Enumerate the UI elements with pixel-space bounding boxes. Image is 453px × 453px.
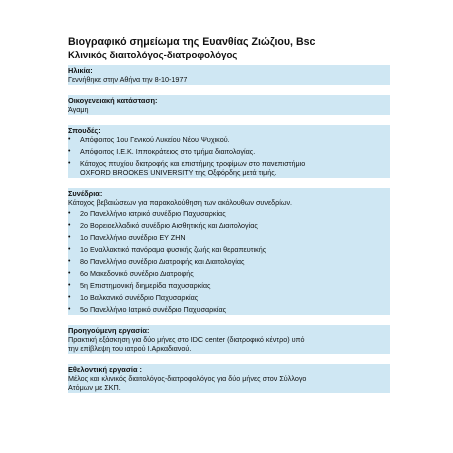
marital-heading: Οικογενειακή κατάσταση: [68,96,158,105]
list-item-continuation [68,168,390,177]
bullet-icon: • [68,270,71,277]
list-item-text: 8ο Πανελλήνιο συνέδριο Διατροφής και Διαιτολογίας [80,257,245,266]
bullet-icon: • [68,258,71,265]
list-item [68,159,390,168]
list-item-text: 1ο Πανελλήνιο συνέδριο ΕΥ ΖΗΝ [80,233,186,242]
list-item-text: 5ο Πανελλήνιο Ιατρικό συνέδριο Παχυσαρκίας [80,305,227,314]
list-item [68,257,390,266]
bullet-icon: • [68,160,71,167]
volunteer-line: Ατόμων με ΣΚΠ. [68,383,121,392]
list-item [68,305,390,314]
volunteer-line: Μέλος και κλινικός διαιτολόγος-διατροφολόγος για δύο μήνες στον Σύλλογο [68,374,307,383]
volunteer-section [68,364,390,393]
prior-work-line: την επίβλεψη του ιατρού Ι.Αρκαδιανού. [68,344,192,353]
list-item-text: 5η Επιστημονική διημερίδα παχυσαρκίας [80,281,211,290]
conferences-intro: Κάτοχος βεβαιώσεων για παρακολούθηση των ακόλουθων συνεδρίων. [68,198,293,207]
studies-section [68,125,390,178]
bullet-icon: • [68,306,71,313]
document-subtitle: Κλινικός διαιτολόγος-διατροφολόγος [68,50,238,61]
list-item [68,147,390,156]
list-item [68,209,390,218]
bullet-icon: • [68,282,71,289]
bullet-icon: • [68,148,71,155]
age-heading: Ηλικία: [68,66,93,75]
list-item [68,221,390,230]
prior-work-heading: Προηγούμενη εργασία: [68,326,150,335]
list-item [68,269,390,278]
list-item [68,281,390,290]
conferences-heading: Συνέδρια: [68,189,103,198]
document-title: Βιογραφικό σημείωμα της Ευανθίας Ζιώζιου, Bsc [68,36,316,48]
studies-list [68,135,390,177]
list-item-text: Απόφοιτος Ι.Ε.Κ. Ιπποκράτειος στο τμήμα διαιτολογίας. [80,147,256,156]
conferences-section [68,188,390,315]
bullet-icon: • [68,136,71,143]
bullet-icon: • [68,294,71,301]
list-item-text: 1ο Βαλκανικό συνέδριο Παχυσαρκίας [80,293,199,302]
volunteer-heading: Εθελοντική εργασία : [68,365,143,374]
prior-work-line: Πρακτική εξάσκηση για δύο μήνες στο IDC center (διατροφικό κέντρο) υπό [68,335,305,344]
list-item-text: 2ο Πανελλήνιο ιατρικό συνέδριο Παχυσαρκίας [80,209,226,218]
bullet-icon: • [68,246,71,253]
bullet-icon: • [68,222,71,229]
age-section [68,65,390,85]
list-item-text: 1ο Εναλλακτικό πανόραμα φυσικής ζωής και θεραπευτικής [80,245,267,254]
list-item [68,293,390,302]
list-item-text: 2ο Βορειοελλαδικό συνέδριο Αισθητικής και Διαιτολογίας [80,221,258,230]
prior-work-section [68,325,390,354]
list-item [68,245,390,254]
bullet-icon: • [68,210,71,217]
list-item-text: Κάτοχος πτυχίου διατροφής και επιστήμης τροφίμων στο πανεπιστήμιο [80,159,306,168]
list-item-text: 6ο Μακεδονικό συνέδριο Διατροφής [80,269,194,278]
list-item-text: Απόφοιτος 1ου Γενικού Λυκείου Νέου Ψυχικού. [80,135,230,144]
marital-text: Άγαμη [68,105,89,114]
studies-heading: Σπουδές: [68,126,101,135]
list-item-text: OXFORD BROOKES UNIVERSITY της Οξφόρδης μετά τιμής. [80,168,277,177]
list-item [68,135,390,144]
bullet-icon: • [68,234,71,241]
marital-section [68,95,390,115]
age-text: Γεννήθηκε στην Αθήνα την 8-10-1977 [68,75,188,84]
list-item [68,233,390,242]
conferences-list [68,209,390,314]
